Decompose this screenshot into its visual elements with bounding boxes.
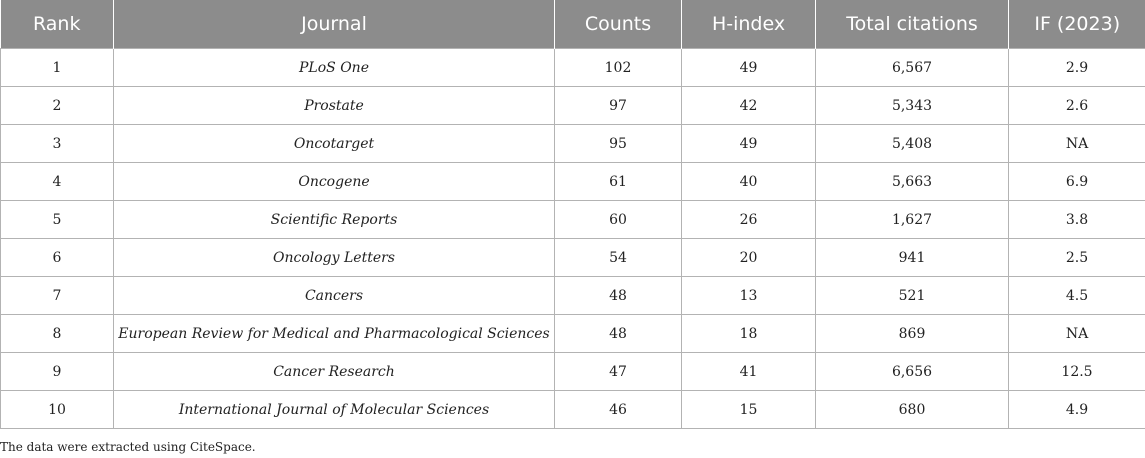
- cell-impact-factor: 12.5: [1009, 353, 1145, 391]
- table-row: [1, 315, 1145, 353]
- cell-total-citations: 1,627: [816, 201, 1009, 239]
- table-row: [1, 87, 1145, 125]
- cell-total-citations: 680: [816, 391, 1009, 429]
- cell-counts: 60: [555, 201, 682, 239]
- cell-counts: 47: [555, 353, 682, 391]
- header-impact-factor: IF (2023): [1009, 0, 1145, 49]
- cell-counts: 46: [555, 391, 682, 429]
- table-footnote: The data were extracted using CiteSpace.: [0, 440, 256, 454]
- cell-h-index: 40: [682, 163, 816, 201]
- cell-h-index: 42: [682, 87, 816, 125]
- cell-h-index: 49: [682, 49, 816, 87]
- cell-total-citations: 869: [816, 315, 1009, 353]
- cell-counts: 54: [555, 239, 682, 277]
- cell-h-index: 26: [682, 201, 816, 239]
- table-row: [1, 201, 1145, 239]
- table-row: [1, 163, 1145, 201]
- cell-impact-factor: 2.6: [1009, 87, 1145, 125]
- cell-journal: Prostate: [114, 87, 555, 125]
- cell-journal: Oncotarget: [114, 125, 555, 163]
- cell-counts: 48: [555, 315, 682, 353]
- cell-h-index: 15: [682, 391, 816, 429]
- cell-total-citations: 5,343: [816, 87, 1009, 125]
- cell-rank: 7: [1, 277, 114, 315]
- cell-rank: 9: [1, 353, 114, 391]
- cell-rank: 10: [1, 391, 114, 429]
- table-header-row: [1, 0, 1145, 49]
- cell-rank: 2: [1, 87, 114, 125]
- cell-journal: Oncology Letters: [114, 239, 555, 277]
- cell-total-citations: 5,408: [816, 125, 1009, 163]
- cell-rank: 1: [1, 49, 114, 87]
- cell-journal: Oncogene: [114, 163, 555, 201]
- cell-journal: Scientific Reports: [114, 201, 555, 239]
- cell-rank: 6: [1, 239, 114, 277]
- cell-h-index: 20: [682, 239, 816, 277]
- cell-journal: Cancers: [114, 277, 555, 315]
- cell-impact-factor: 3.8: [1009, 201, 1145, 239]
- table-row: [1, 49, 1145, 87]
- cell-impact-factor: NA: [1009, 125, 1145, 163]
- cell-total-citations: 521: [816, 277, 1009, 315]
- header-rank: Rank: [1, 0, 114, 49]
- cell-counts: 95: [555, 125, 682, 163]
- cell-impact-factor: 4.5: [1009, 277, 1145, 315]
- header-h-index: H-index: [682, 0, 816, 49]
- cell-journal: International Journal of Molecular Sciences: [114, 391, 555, 429]
- table-row: [1, 239, 1145, 277]
- header-total-citations: Total citations: [816, 0, 1009, 49]
- cell-h-index: 49: [682, 125, 816, 163]
- cell-total-citations: 5,663: [816, 163, 1009, 201]
- cell-total-citations: 6,656: [816, 353, 1009, 391]
- cell-rank: 8: [1, 315, 114, 353]
- header-counts: Counts: [555, 0, 682, 49]
- header-journal: Journal: [114, 0, 555, 49]
- cell-impact-factor: 6.9: [1009, 163, 1145, 201]
- cell-counts: 102: [555, 49, 682, 87]
- cell-rank: 3: [1, 125, 114, 163]
- table-row: [1, 125, 1145, 163]
- cell-impact-factor: 2.5: [1009, 239, 1145, 277]
- cell-counts: 61: [555, 163, 682, 201]
- table-row: [1, 277, 1145, 315]
- cell-impact-factor: 2.9: [1009, 49, 1145, 87]
- cell-h-index: 18: [682, 315, 816, 353]
- cell-rank: 5: [1, 201, 114, 239]
- cell-h-index: 13: [682, 277, 816, 315]
- table-row: [1, 353, 1145, 391]
- cell-journal: PLoS One: [114, 49, 555, 87]
- cell-journal: Cancer Research: [114, 353, 555, 391]
- cell-journal: European Review for Medical and Pharmacological Sciences: [114, 315, 555, 353]
- cell-counts: 48: [555, 277, 682, 315]
- cell-total-citations: 6,567: [816, 49, 1009, 87]
- cell-impact-factor: NA: [1009, 315, 1145, 353]
- cell-counts: 97: [555, 87, 682, 125]
- cell-rank: 4: [1, 163, 114, 201]
- cell-impact-factor: 4.9: [1009, 391, 1145, 429]
- cell-total-citations: 941: [816, 239, 1009, 277]
- table-row: [1, 391, 1145, 429]
- cell-h-index: 41: [682, 353, 816, 391]
